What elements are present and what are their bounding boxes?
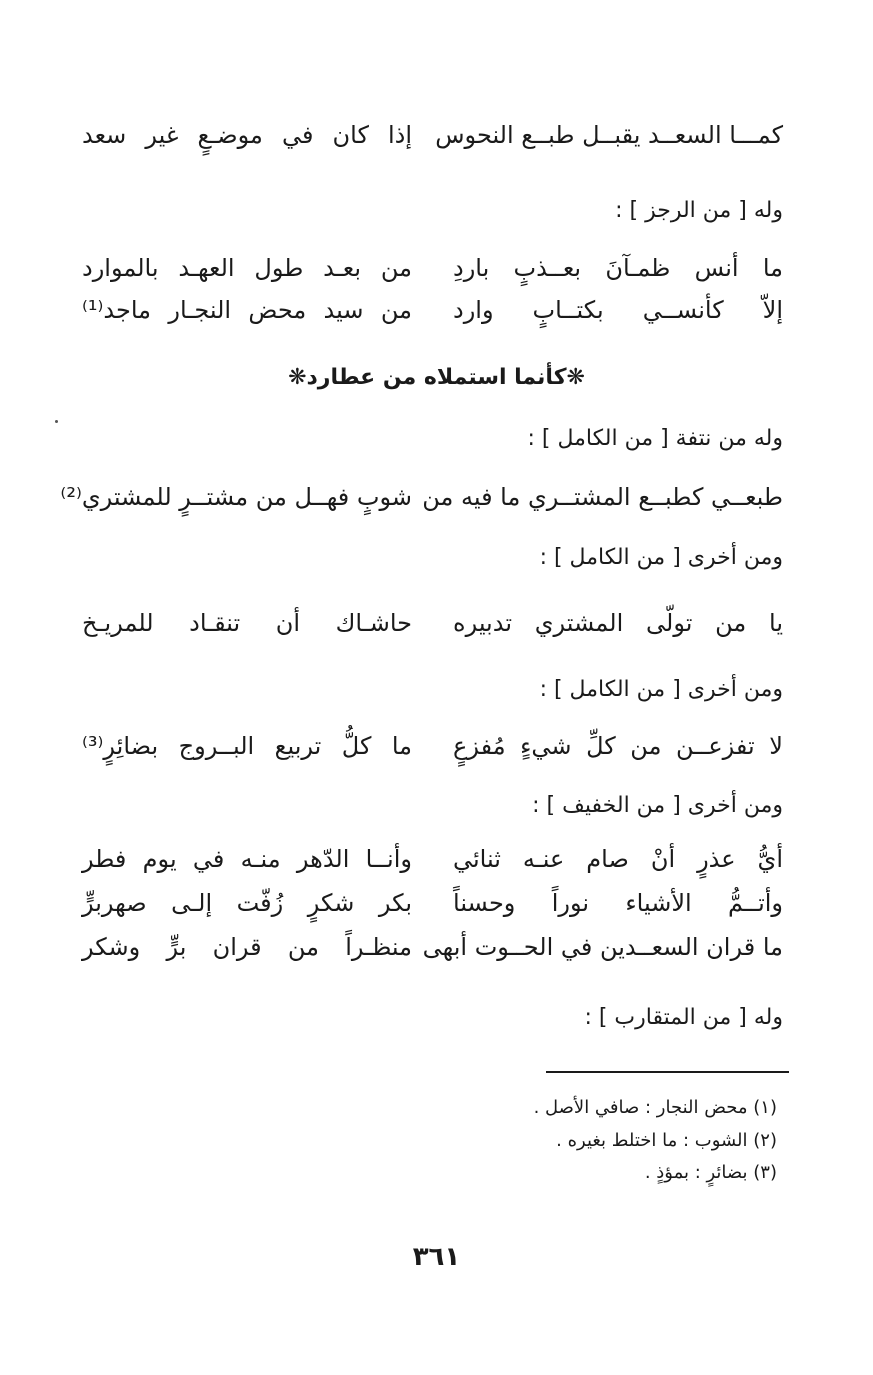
section-heading: وله [ من المتقارب ] : — [584, 1005, 783, 1030]
footnote-separator — [546, 1071, 789, 1073]
section-heading: ومن أخرى [ من الخفيف ] : — [532, 793, 783, 818]
verse-second-hemistich: منظـراً من قران برٍّ وشكر — [82, 933, 412, 961]
verse-line — [0, 481, 873, 515]
verse-second-hemistich: ما كلُّ تربيع البــروج بضائِرٍ⁽³⁾ — [82, 732, 412, 760]
verse-second-hemistich: شوبٍ فهــل من مشتــرٍ للمشتري⁽²⁾ — [60, 483, 412, 511]
verse-line — [0, 887, 873, 921]
verse-line — [0, 294, 873, 328]
verse-first-hemistich: كمـــا السعــد يقبــل طبــع النحوس — [435, 121, 783, 149]
verse-second-hemistich: حاشـاك أن تنقـاد للمريـخ — [82, 609, 412, 637]
verse-second-hemistich: إذا كان في موضـعٍ غير سعد — [82, 121, 412, 149]
section-heading: وله [ من الرجز ] : — [615, 198, 783, 223]
section-heading: ومن أخرى [ من الكامل ] : — [539, 677, 783, 702]
verse-second-hemistich: من بعـد طول العهـد بالموارد — [82, 254, 412, 282]
center-note: ❋كأنما استملاه من عطارد❋ — [288, 365, 585, 390]
footnote: (١) محض النجار : صافي الأصل . — [533, 1097, 777, 1118]
verse-line — [0, 730, 873, 764]
footnote: (٣) بضائرٍ : بمؤذٍ . — [644, 1162, 777, 1183]
verse-line — [0, 931, 873, 965]
verse-line — [0, 119, 873, 153]
verse-first-hemistich: ما أنس ظمـآنَ بعــذبٍ باردِ — [453, 254, 783, 282]
verse-second-hemistich: بكر شكرٍ زُفّت إلـى صهربرٍّ — [82, 889, 412, 917]
section-heading: وله من نتفة [ من الكامل ] : — [527, 426, 783, 451]
footnote: (٢) الشوب : ما اختلط بغيره . — [556, 1130, 777, 1151]
verse-line — [0, 252, 873, 286]
verse-second-hemistich: وأنــا الدّهر منـه في يوم فطر — [82, 845, 412, 873]
verse-first-hemistich: إلاّ كأنســي بكتــابٍ وارد — [453, 296, 783, 324]
verse-first-hemistich: يا من تولّى المشتري تدبيره — [453, 609, 783, 637]
verse-line — [0, 843, 873, 877]
section-heading: ومن أخرى [ من الكامل ] : — [539, 545, 783, 570]
page-number: ٣٦١ — [412, 1242, 461, 1272]
verse-first-hemistich: وأتــمُّ الأشياء نوراً وحسناً — [453, 889, 783, 917]
verse-second-hemistich: من سيد محض النجـار ماجد⁽¹⁾ — [82, 296, 412, 324]
verse-first-hemistich: لا تفزعــن من كلِّ شيءٍ مُفزعٍ — [453, 732, 783, 760]
verse-line — [0, 607, 873, 641]
verse-first-hemistich: ما قران السعــدين في الحــوت أبهى — [422, 933, 783, 961]
verse-first-hemistich: طبعــي كطبــع المشتــري ما فيه من — [422, 483, 783, 511]
ink-speck — [55, 420, 58, 423]
verse-first-hemistich: أيُّ عذرٍ أنْ صام عنـه ثنائي — [453, 845, 783, 873]
